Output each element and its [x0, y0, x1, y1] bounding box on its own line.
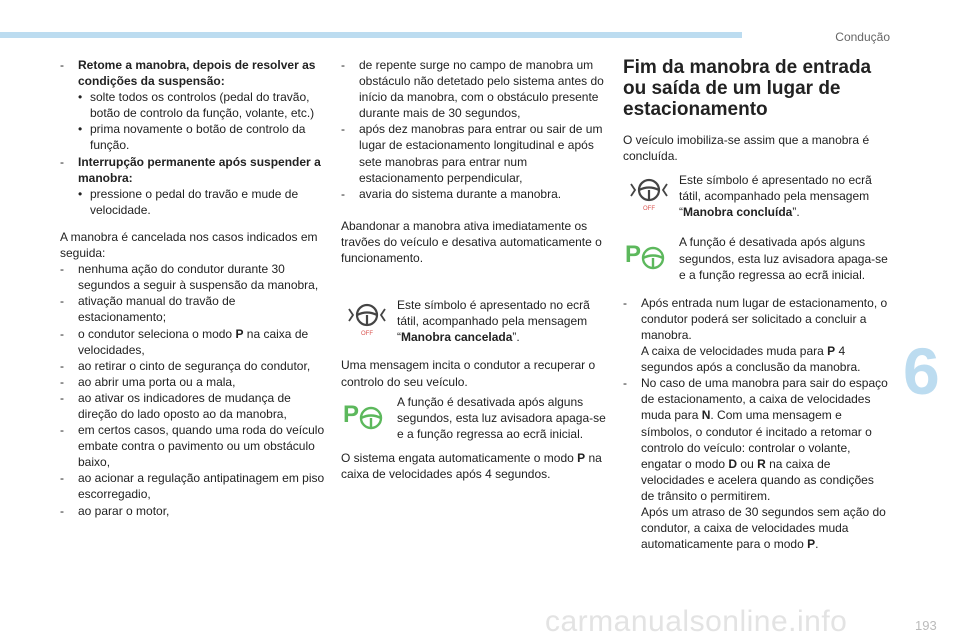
list-item: - No caso de uma manobra para sair do espaço de estacionamento, a caixa de velocidades muda para N. Com uma mensagem e símbolos, o condutor é incitado a retomar o controlo do veículo: controlar o volante, engatar o modo D ou R na caixa de velocidades e acelera quando as condições de trânsito o permitirem. Após um atraso de 30 segundos sem ação do condutor, a caixa de velocidades muda automaticamente para o modo P. — [623, 376, 888, 552]
recover-text: Uma mensagem incita o condutor a recuperar o controlo do seu veículo. — [341, 358, 596, 389]
off-symbol-row: OFF Este símbolo é apresentado no ecrã tátil, acompanhado pela mensagem “Manobra concluída”. — [623, 172, 888, 220]
top-accent-bar — [0, 32, 742, 38]
list-item: - ao abrir uma porta ou a mala, — [60, 374, 236, 389]
svg-text:OFF: OFF — [643, 206, 655, 213]
list-item: • prima novamente o botão de controlo da função. — [78, 122, 306, 153]
section-heading: Fim da manobra de entrada ou saída de um lugar de estacionamento — [623, 57, 872, 120]
list-item: - Retome a manobra, depois de resolver as condições da suspensão: — [60, 58, 316, 89]
list-item: - nenhuma ação do condutor durante 30 segundos a seguir à suspensão da manobra, — [60, 262, 319, 293]
list-item: - ao parar o motor, — [60, 503, 170, 518]
list-item: - avaria do sistema durante a manobra. — [341, 186, 562, 201]
chapter-tab-number: 6 — [903, 334, 940, 408]
svg-text:P: P — [343, 400, 360, 428]
park-assist-p-icon — [623, 238, 673, 274]
svg-text:OFF: OFF — [361, 331, 373, 338]
list-item: - Interrupção permanente após suspender a manobra: — [60, 154, 321, 185]
list-item: - ao retirar o cinto de segurança do condutor, — [60, 358, 311, 373]
off-symbol-row: OFF Este símbolo é apresentado no ecrã tátil, acompanhado pela mensagem “Manobra cancelada”. — [341, 297, 606, 345]
p-symbol-row: P A função é desativada após alguns segundos, esta luz avisadora apaga-se e a função regressa ao ecrã inicial. — [343, 394, 606, 441]
watermark: carmanualsonline.info — [545, 605, 848, 638]
column-1 — [60, 57, 325, 519]
list-item: • pressione o pedal do travão e mude de velocidade. — [78, 186, 299, 217]
list-item: • solte todos os controlos (pedal do travão, botão de controlo da função, volante, etc.) — [78, 90, 315, 121]
list-item: - após dez manobras para entrar ou sair de um lugar de estacionamento longitudinal e após sete manobras para entrar num estacionamento perpendicular, — [341, 122, 603, 185]
list-item: - Após entrada num lugar de estacionamento, o condutor poderá ser solicitado a concluir a manobra. A caixa de velocidades muda para P 4 segundos após a conclusão da manobra. — [623, 295, 888, 375]
page-number: 193 — [915, 618, 937, 633]
column-3 — [623, 57, 888, 552]
park-assist-p-icon — [341, 398, 391, 434]
list-item: - ativação manual do travão de estacionamento; — [60, 294, 236, 325]
steering-off-icon — [341, 301, 391, 337]
list-item: - ao acionar a regulação antipatinagem em piso escorregadio, — [60, 471, 325, 502]
list-item: - ao ativar os indicadores de mudança de direção do lado oposto ao da manobra, — [60, 390, 291, 421]
list-item: - de repente surge no campo de manobra um obstáculo não detetado pelo sistema antes do início da manobra, com o obstáculo presente durante mais de 30 segundos, — [341, 58, 604, 121]
cancel-intro: A manobra é cancelada nos casos indicados em seguida: — [60, 229, 318, 261]
column-2 — [341, 57, 606, 482]
abandon-text: Abandonar a manobra ativa imediatamente os travões do veículo e desativa automaticamente o funcionamento. — [341, 218, 602, 266]
section-title: Condução — [835, 30, 890, 44]
p-symbol-row: P A função é desativada após alguns segundos, esta luz avisadora apaga-se e a função regressa ao ecrã inicial. — [625, 235, 888, 282]
engage-text: O sistema engata automaticamente o modo P na caixa de velocidades após 4 segundos. — [341, 450, 602, 481]
end-intro: O veículo imobiliza-se assim que a manobra é concluída. — [623, 133, 870, 164]
list-item: - o condutor seleciona o modo P na caixa de velocidades, — [60, 326, 309, 357]
steering-off-icon — [623, 176, 673, 212]
svg-text:P: P — [625, 241, 642, 269]
list-item: - em certos casos, quando uma roda do veículo embate contra o pavimento ou um obstáculo baixo, — [60, 423, 325, 470]
